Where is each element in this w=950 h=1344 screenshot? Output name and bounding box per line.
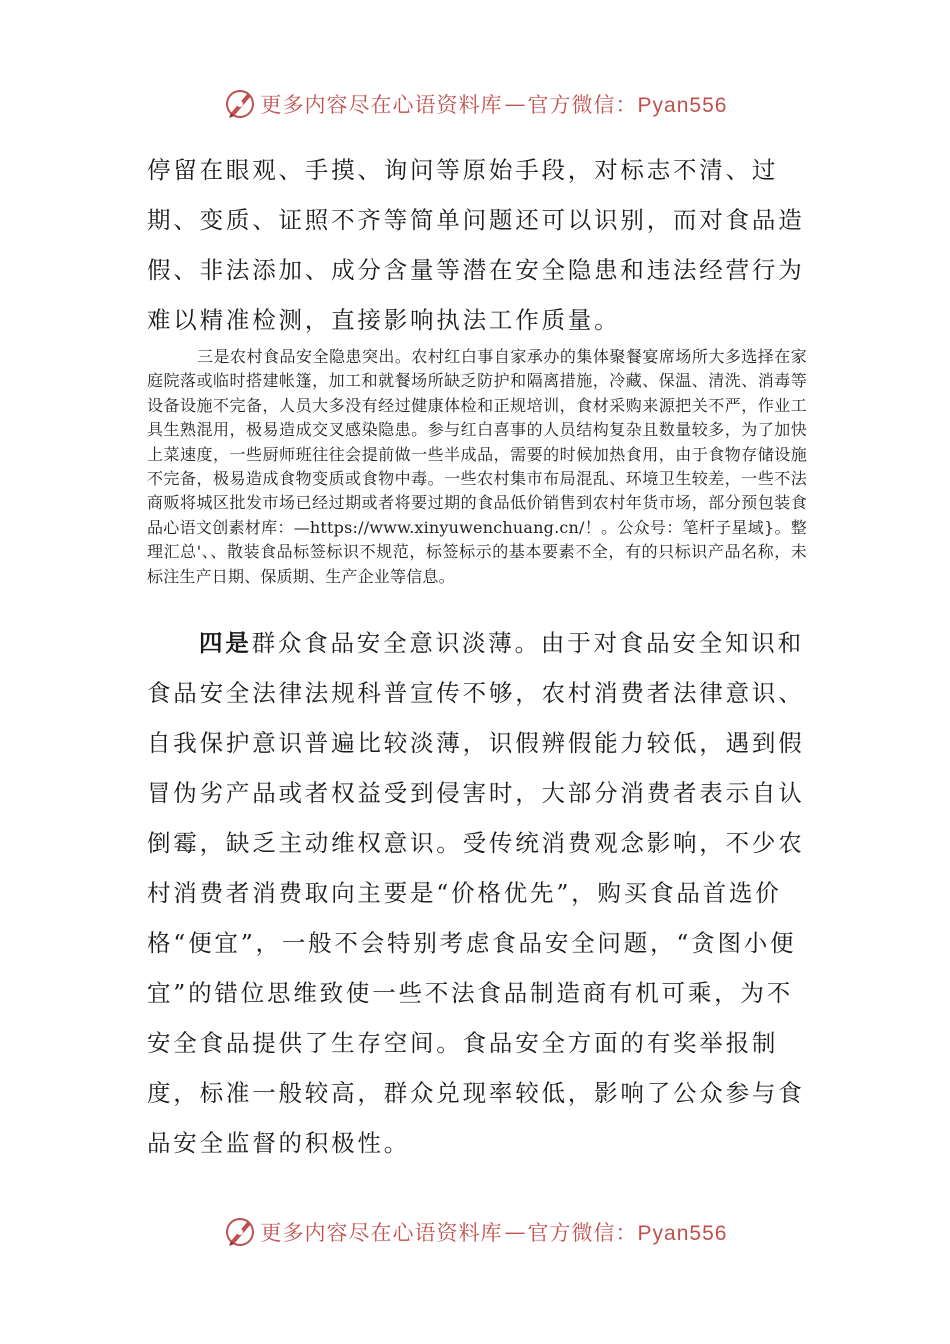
footer-contact: [528, 1217, 728, 1247]
header-dash: —: [504, 92, 526, 116]
footer-banner: [0, 1212, 950, 1252]
footer-contact-prefix: 官方微信：: [527, 1221, 638, 1245]
footer-brand-text: 更多内容尽在心语资料库: [260, 1221, 503, 1245]
paragraph-3-container: [147, 618, 807, 1168]
pen-circle-logo-icon: [223, 87, 257, 121]
footer-dash: —: [504, 1220, 526, 1244]
header-contact-prefix: 官方微信：: [527, 93, 638, 117]
header-contact: [528, 89, 728, 119]
paragraph-3-lead: 四是: [199, 629, 252, 657]
header-banner: [0, 84, 950, 124]
footer-wechat-id: Pyan556: [637, 1222, 728, 1245]
pen-circle-logo-icon: [223, 1215, 257, 1249]
paragraph-3: [147, 618, 807, 1168]
paragraph-1: 停留在眼观、手摸、询问等原始手段，对标志不清、过期、变质、证照不齐等简单问题还可以识别，而对食品造假、非法添加、成分含量等潜在安全隐患和违法经营行为难以精准检测，直接影响执法工作质量。: [147, 156, 805, 334]
paragraph-2-container: [147, 345, 807, 589]
header-wechat-id: Pyan556: [637, 94, 728, 117]
header-brand-text: 更多内容尽在心语资料库: [260, 93, 503, 117]
paragraph-3-rest: 群众食品安全意识淡薄。由于对食品安全知识和食品安全法律法规科普宣传不够，农村消费者法律意识、自我保护意识普遍比较淡薄，识假辨假能力较低，遇到假冒伪劣产品或者权益受到侵害时，大部分消费者表示自认倒霉，缺乏主动维权意识。受传统消费观念影响，不少农村消费者消费取向主要是“价格优先”，购买食品首选价格“便宜”，一般不会特别考虑食品安全问题，“贪图小便宜”的错位思维致使一些不法食品制造商有机可乘，为不安全食品提供了生存空间。食品安全方面的有奖举报制度，标准一般较高，群众兑现率较低，影响了公众参与食品安全监督的积极性。: [147, 629, 805, 1157]
paragraph-2: 三是农村食品安全隐患突出。农村红白事自家承办的集体聚餐宴席场所大多选择在家庭院落或临时搭建帐篷，加工和就餐场所缺乏防护和隔离措施，冷藏、保温、清洗、消毒等设备设施不完备，人员大多没有经过健康体检和正规培训，食材采购来源把关不严，作业工具生熟混用，极易造成交叉感染隐患。参与红白喜事的人员结构复杂且数量较多，为了加快上菜速度，一些厨师班往往会提前做一些半成品，需要的时候加热食用，由于食物存储设施不完备，极易造成食物变质或食物中毒。一些农村集市布局混乱、环境卫生较差，一些不法商贩将城区批发市场已经过期或者将要过期的食品低价销售到农村年货市场，部分预包装食品心语文创素材库：—https://www.xinyuwenchuang.cn/！。公众号：笔杆子星域}。整理汇总'、、散装食品标签标识不规范，标签标示的基本要素不全，有的只标识产品名称，未标注生产日期、保质期、生产企业等信息。: [147, 347, 807, 586]
paragraph-1-container: [147, 145, 807, 345]
